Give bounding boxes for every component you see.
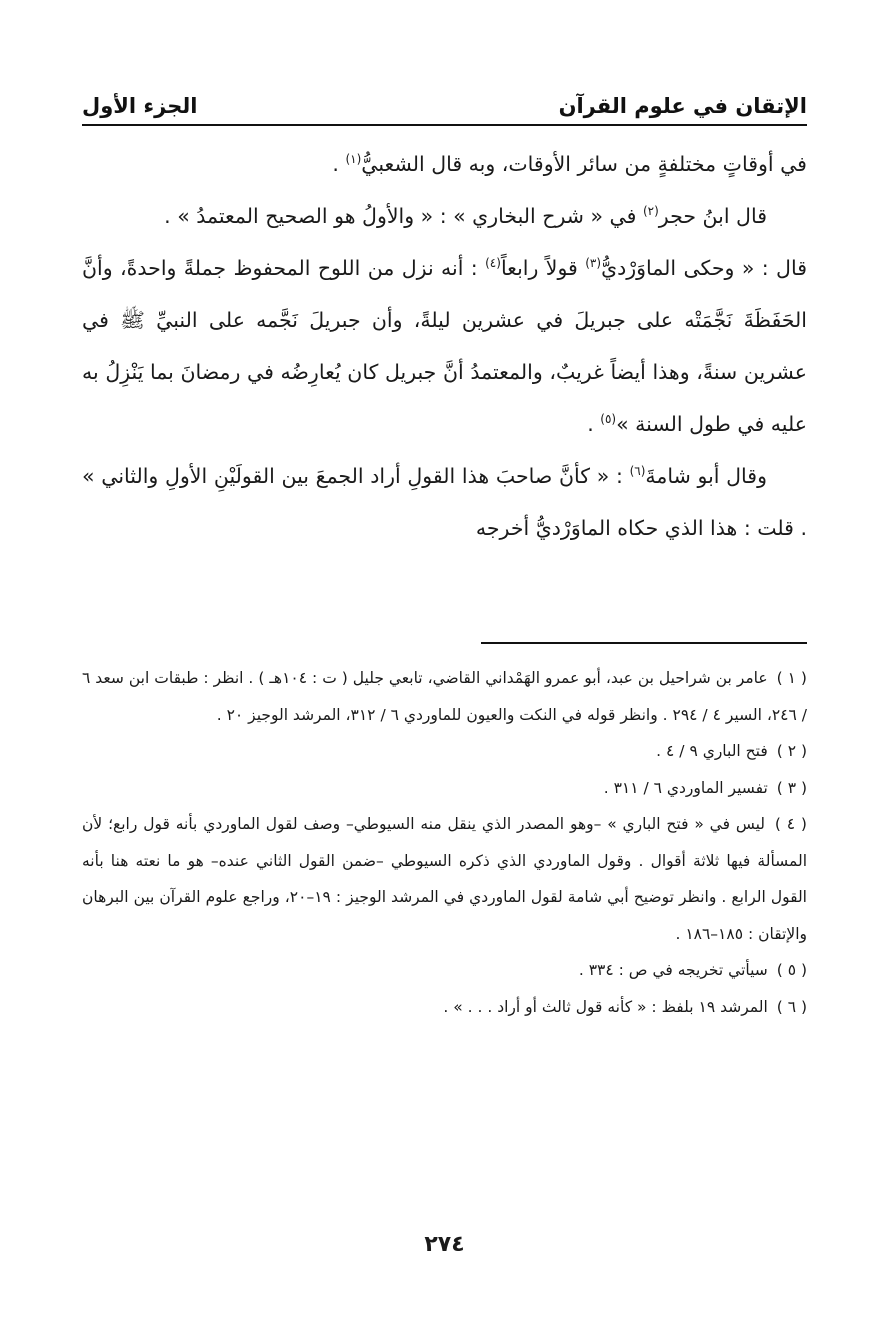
footnote-text: ليس في « فتح الباري » –وهو المصدر الذي ينقل منه السيوطي– وصف لقول الماوردي بأنه قول رابع؛ لأن المسألة فيها ثلاثة أقوال . وقول الماوردي الذي ذكره السيوطي –ضمن القول الثاني عنده– هو ما نعته هنا بأنه القول الرابع . وانظر توضيح أبي شامة لقول الماوردي في المرشد الوجيز : ١٩–٢٠، وراجع علوم القرآن بين البرهان والإتقان : ١٨٥–١٨٦ . bbox=[82, 815, 807, 943]
footnote-separator bbox=[481, 642, 807, 644]
running-header bbox=[82, 70, 807, 126]
footnote-number: ( ٦ ) bbox=[776, 997, 807, 1016]
footnote-ref-5: (٥) bbox=[600, 412, 617, 427]
text-run: في أوقاتٍ مختلفةٍ من سائر الأوقات، وبه قال الشعبيُّ bbox=[361, 152, 807, 176]
footnote-number: ( ٢ ) bbox=[776, 742, 807, 760]
paragraph-3 bbox=[82, 242, 807, 450]
footnote-6 bbox=[82, 989, 807, 1026]
text-run: . bbox=[332, 152, 339, 176]
footnote-text: فتح الباري ٩ / ٤ . bbox=[656, 742, 768, 760]
volume-label: الجزء الأول bbox=[82, 94, 198, 118]
footnote-number: ( ٣ ) bbox=[776, 778, 807, 797]
text-run: : « كأنَّ صاحبَ هذا القولِ أراد الجمعَ بين القولَيْنِ الأولِ والثاني » . قلت : هذا الذي حكاه الماوَرْديُّ أخرجه bbox=[82, 464, 807, 540]
footnote-2 bbox=[82, 733, 807, 770]
footnote-text: تفسير الماوردي ٦ / ٣١١ . bbox=[603, 778, 768, 797]
footnote-ref-2: (٢) bbox=[642, 204, 659, 219]
paragraph-2 bbox=[82, 190, 807, 242]
footnote-3 bbox=[82, 770, 807, 807]
main-text bbox=[82, 138, 807, 554]
text-run: : أنه نزل من اللوح المحفوظ جملةً واحدةً، وأنَّ الحَفَظَةَ نَجَّمَتْه على جبريلَ في عشرين ليلةً، وأن جبريلَ نَجَّمه على النبيِّ ﷺ في عشرين سنةً، وهذا أيضاً غريبٌ، والمعتمدُ أنَّ جبريل كان يُعارِضُه في رمضانَ بما يَنْزِلُ به عليه في طول السنة » bbox=[82, 256, 807, 436]
text-run: وقال أبو شامةَ bbox=[645, 464, 767, 488]
footnote-ref-3: (٣) bbox=[585, 256, 602, 271]
footnotes bbox=[82, 660, 807, 1025]
footnote-text: عامر بن شراحيل بن عبد، أبو عمرو الهَمْداني القاضي، تابعي جليل ( ت : ١٠٤هـ ) . انظر : طبقات ابن سعد ٦ / ٢٤٦، السير ٤ / ٢٩٤ . وانظر قوله في النكت والعيون للماوردي ٦ / ٣١٢، المرشد الوجيز ٢٠ . bbox=[82, 669, 807, 724]
paragraph-1 bbox=[82, 138, 807, 190]
text-run: في « شرح البخاري » : « والأولُ هو الصحيح المعتمدُ » . bbox=[164, 204, 643, 228]
footnote-5 bbox=[82, 952, 807, 989]
page-number: ٢٧٤ bbox=[424, 1232, 465, 1257]
footnote-1 bbox=[82, 660, 807, 733]
footnote-4 bbox=[82, 806, 807, 952]
footnote-number: ( ٤ ) bbox=[774, 815, 807, 833]
text-run: قال ابنُ حجر bbox=[658, 204, 767, 228]
footnote-text: سيأتي تخريجه في ص : ٣٣٤ . bbox=[578, 961, 768, 979]
footnote-ref-6: (٦) bbox=[629, 464, 646, 479]
text-run: قال : « وحكى الماوَرْديُّ bbox=[601, 256, 807, 280]
footnote-number: ( ١ ) bbox=[776, 669, 807, 687]
book-title: الإتقان في علوم القرآن bbox=[558, 94, 807, 118]
footnote-ref-1: (١) bbox=[345, 152, 362, 167]
text-run: . bbox=[587, 412, 594, 436]
footnote-text: المرشد ١٩ بلفظ : « كأنه قول ثالث أو أراد . . . » . bbox=[443, 997, 768, 1016]
paragraph-4 bbox=[82, 450, 807, 554]
footnote-ref-4: (٤) bbox=[485, 256, 501, 271]
footnote-number: ( ٥ ) bbox=[776, 961, 807, 979]
text-run: قولاً رابعاً bbox=[500, 256, 586, 280]
